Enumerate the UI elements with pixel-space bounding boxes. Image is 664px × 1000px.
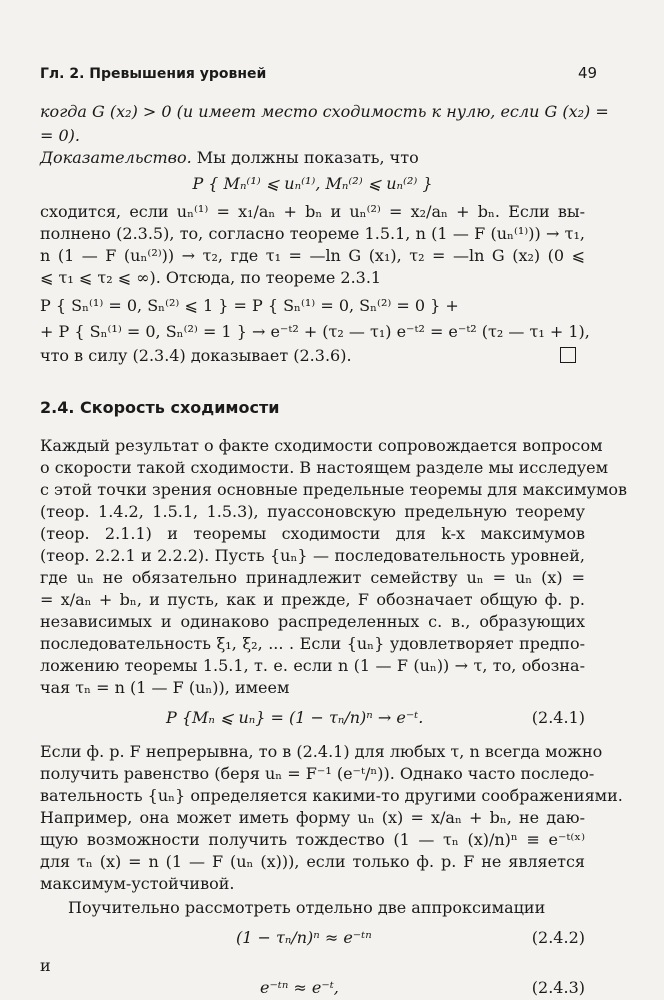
para-line: = x/aₙ + bₙ, и пусть, как и прежде, F обозначает общую ф. р. <box>40 590 585 609</box>
para-line: Если ф. р. F непрерывна, то в (2.4.1) для любых τ, n всегда можно <box>40 742 603 761</box>
para-line: о скорости такой сходимости. В настоящем разделе мы исследуем <box>40 458 609 477</box>
para-line: чая τₙ = n (1 — F (uₙ)), имеем <box>40 678 290 697</box>
equation-number: (2.4.1) <box>531 708 585 727</box>
equation-line: P { Sₙ⁽¹⁾ = 0, Sₙ⁽²⁾ ⩽ 1 } = P { Sₙ⁽¹⁾ = 0, Sₙ⁽²⁾ = 0 } + <box>40 296 459 315</box>
para-line: Каждый результат о факте сходимости сопровождается вопросом <box>40 436 603 455</box>
para-line: максимум-устойчивой. <box>40 874 235 893</box>
equation-body: e⁻ᵗⁿ ≈ e⁻ᵗ, <box>260 978 339 997</box>
para-line: с этой точки зрения основные предельные теоремы для максимумов <box>40 480 628 499</box>
text-line: ⩽ τ₁ ⩽ τ₂ ⩽ ∞). Отсюда, по теореме 2.3.1 <box>40 268 382 287</box>
para-line: щую возможности получить тождество (1 — τₙ (x)/n)ⁿ ≡ e⁻ᵗ⁽ˣ⁾ <box>40 830 585 849</box>
para-line: вательность {uₙ} определяется какими-то другими соображениями. <box>40 786 623 805</box>
text-line: сходится, если uₙ⁽¹⁾ = x₁/aₙ + bₙ и uₙ⁽²⁾ = x₂/aₙ + bₙ. Если вы- <box>40 202 585 221</box>
text-line: полнено (2.3.5), то, согласно теореме 1.5.1, n (1 — F (uₙ⁽¹⁾)) → τ₁, <box>40 224 585 243</box>
text-line: что в силу (2.3.4) доказывает (2.3.6). <box>40 346 352 365</box>
para-line: (теор. 2.2.1 и 2.2.2). Пусть {uₙ} — последовательность уровней, <box>40 546 585 565</box>
para-line: для τₙ (x) = n (1 — F (uₙ (x))), если только ф. р. F не является <box>40 852 585 871</box>
theorem-line-2: = 0). <box>40 126 80 145</box>
para-line: последовательность ξ₁, ξ₂, ... . Если {uₙ} удовлетворяет предпо- <box>40 634 585 653</box>
text-line: n (1 — F (uₙ⁽²⁾)) → τ₂, где τ₁ = —ln G (x₁), τ₂ = —ln G (x₂) (0 ⩽ <box>40 246 585 265</box>
running-header: Гл. 2. Превышения уровней <box>40 66 267 82</box>
para-line: Поучительно рассмотреть отдельно две аппроксимации <box>68 898 546 917</box>
equation-joint-prob: P { Mₙ⁽¹⁾ ⩽ uₙ⁽¹⁾, Mₙ⁽²⁾ ⩽ uₙ⁽²⁾ } <box>192 174 433 193</box>
equation-number: (2.4.2) <box>531 928 585 947</box>
para-line: где uₙ не обязательно принадлежит семейству uₙ = uₙ (x) = <box>40 568 585 587</box>
para-line: (теор. 1.4.2, 1.5.1, 1.5.3), пуассоновскую предельную теорему <box>40 502 585 521</box>
page-number: 49 <box>578 64 598 82</box>
theorem-line-1: когда G (x₂) > 0 (и имеет место сходимость к нулю, если G (x₂) = <box>40 102 609 121</box>
para-line: независимых и одинаково распределенных с. в., образующих <box>40 612 585 631</box>
equation-line: + P { Sₙ⁽¹⁾ = 0, Sₙ⁽²⁾ = 1 } → e⁻ᵗ² + (τ₂ — τ₁) e⁻ᵗ² = e⁻ᵗ² (τ₂ — τ₁ + 1), <box>40 322 590 341</box>
qed-square-icon <box>560 347 576 363</box>
equation-body: (1 − τₙ/n)ⁿ ≈ e⁻ᵗⁿ <box>236 928 372 947</box>
para-line: Например, она может иметь форму uₙ (x) = x/aₙ + bₙ, не даю- <box>40 808 585 827</box>
para-line: ложению теоремы 1.5.1, т. е. если n (1 — F (uₙ)) → τ, то, обозна- <box>40 656 585 675</box>
proof-text: Мы должны показать, что <box>191 148 419 167</box>
conjunction: и <box>40 956 51 975</box>
para-line: (теор. 2.1.1) и теоремы сходимости для k-х максимумов <box>40 524 585 543</box>
para-line: получить равенство (беря uₙ = F⁻¹ (e⁻ᵗ/ⁿ)). Однако часто последо- <box>40 764 595 783</box>
proof-intro <box>40 148 585 168</box>
section-heading: 2.4. Скорость сходимости <box>40 398 280 417</box>
equation-number: (2.4.3) <box>531 978 585 997</box>
proof-label: Доказательство. <box>40 148 192 167</box>
equation-body: P {Mₙ ⩽ uₙ} = (1 − τₙ/n)ⁿ → e⁻ᵗ. <box>166 708 424 727</box>
